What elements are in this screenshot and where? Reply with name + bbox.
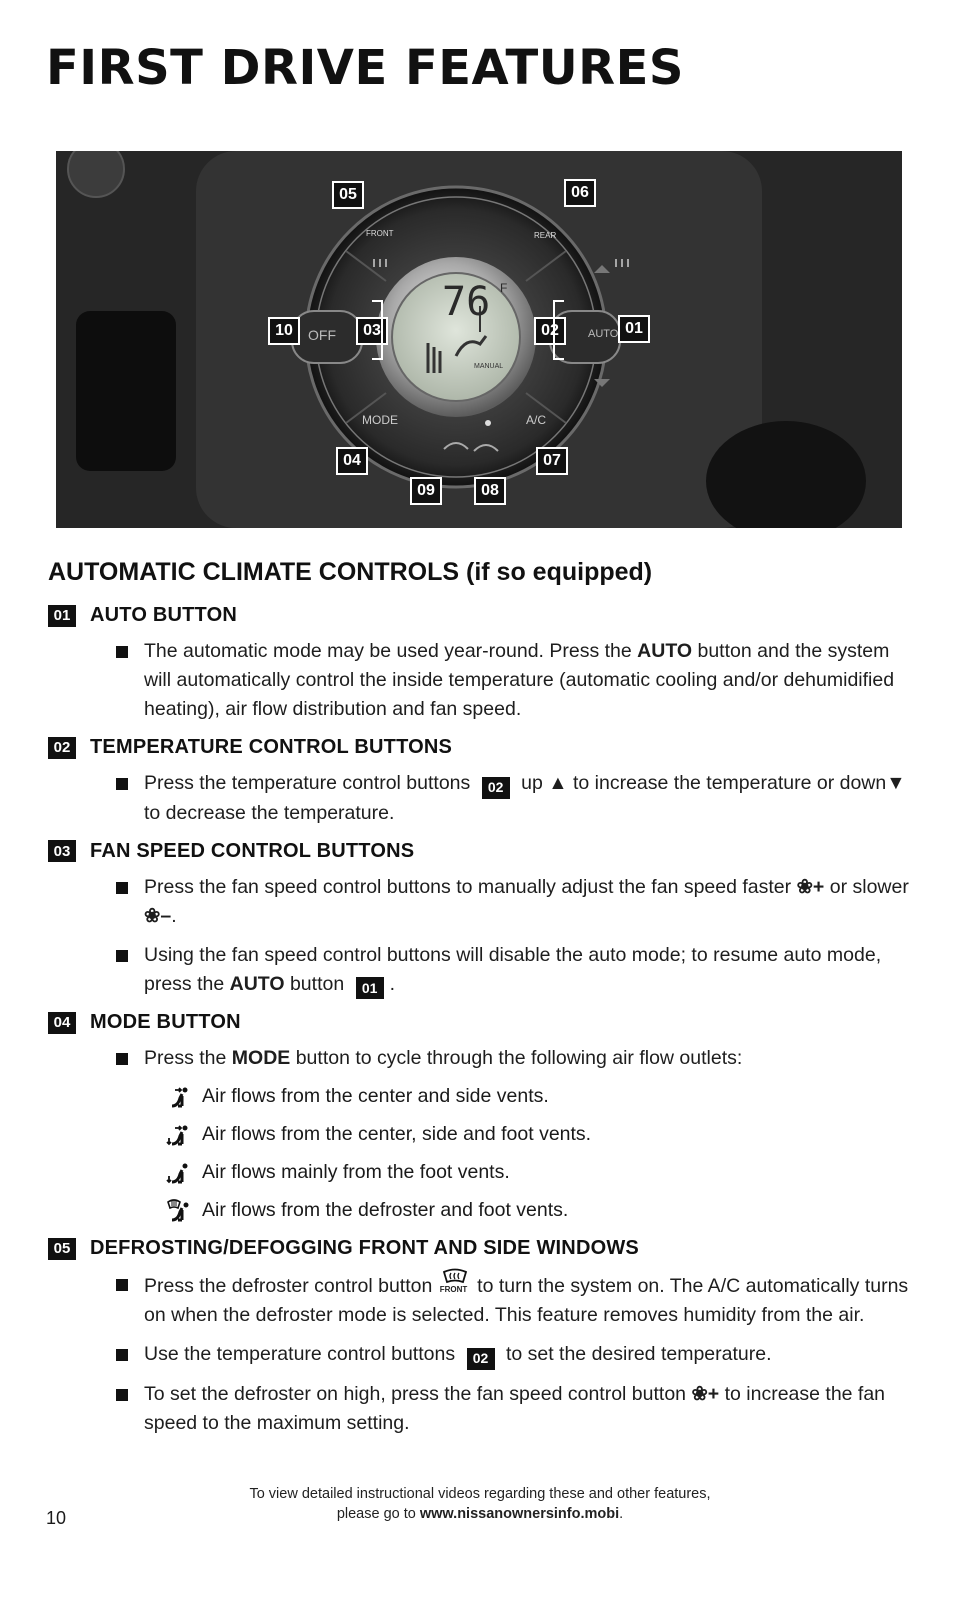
text: . [389, 972, 396, 995]
vent-mode-foot [166, 1158, 918, 1187]
text: Press the defroster control button [144, 1275, 433, 1297]
fan-slower-icon: ❀– [144, 904, 172, 927]
item-04-bullet-1 [116, 1044, 918, 1073]
text: Air flows mainly from the foot vents. [202, 1161, 510, 1183]
text: button [284, 972, 345, 995]
instructions [48, 598, 918, 1438]
text: to increase the fan speed to the maximum setting. [144, 1382, 886, 1434]
display-unit: F [500, 281, 508, 295]
item-02-heading [48, 736, 918, 759]
footer-link[interactable]: www.nissanownersinfo.mobi [419, 1506, 620, 1522]
callout-09: 09 [410, 477, 442, 505]
front-defrost-icon [438, 1270, 472, 1296]
vent-mode-defrost-foot [166, 1196, 918, 1225]
section-title: AUTOMATIC CLIMATE CONTROLS (if so equipped) [48, 558, 653, 586]
badge: 05 [48, 1238, 76, 1260]
callout-05: 05 [332, 181, 364, 209]
footer-note [180, 1484, 780, 1524]
item-05-bullet-2 [116, 1340, 918, 1370]
bold-text: MODE [231, 1047, 291, 1069]
callout-03: 03 [356, 317, 388, 345]
inline-badge: 02 [467, 1348, 495, 1370]
bold-text: AUTO [637, 640, 693, 662]
item-05-bullet-3 [116, 1380, 918, 1438]
callout-04: 04 [336, 447, 368, 475]
arrow-down-icon: ▼ [886, 772, 906, 794]
item-05-bullet-1 [116, 1270, 918, 1330]
item-05-heading [48, 1237, 918, 1260]
vent-mode-center [166, 1082, 918, 1111]
arrow-up-icon: ▲ [548, 772, 568, 794]
heading-text: FAN SPEED CONTROL BUTTONS [90, 839, 415, 862]
badge: 03 [48, 840, 76, 862]
callout-brackets [56, 151, 902, 528]
callout-08: 08 [474, 477, 506, 505]
vent-foot-icon [166, 1160, 192, 1186]
text: Air flows from the center and side vents. [202, 1085, 549, 1107]
heading-text: MODE BUTTON [90, 1011, 241, 1033]
page-number: 10 [46, 1508, 67, 1528]
vent-center-icon [166, 1084, 192, 1110]
item-03-bullet-1 [116, 873, 918, 931]
callout-01: 01 [618, 315, 650, 343]
footer-line-2 [180, 1504, 780, 1524]
text: Use the temperature control buttons [144, 1343, 456, 1365]
inline-badge: 01 [356, 977, 384, 999]
bold-text: AUTO [229, 972, 285, 995]
page-title: FIRST DRIVE FEATURES [46, 40, 684, 96]
display-temperature: 76 [442, 279, 491, 325]
text: to set the desired temperature. [505, 1343, 772, 1365]
text: please go to [336, 1506, 420, 1522]
badge: 01 [48, 605, 76, 627]
text: to increase the temperature or down [572, 772, 887, 794]
vent-bilevel-icon [166, 1122, 192, 1148]
vent-defrost-foot-icon [166, 1198, 192, 1224]
badge: 02 [48, 737, 76, 759]
text: button and the system will automatically control the inside temperature (automatic cooling and/or dehumidified heating), air flow distribution and fan speed. [144, 640, 895, 720]
badge: 04 [48, 1012, 76, 1034]
item-03-bullet-2 [116, 941, 918, 1000]
item-03-heading [48, 840, 918, 863]
text: to decrease the temperature. [144, 801, 395, 824]
item-04-heading [48, 1011, 918, 1034]
text: Air flows from the defroster and foot vents. [202, 1199, 569, 1221]
fan-faster-icon: ❀+ [691, 1382, 720, 1405]
text: Air flows from the center, side and foot vents. [202, 1123, 592, 1145]
text: . [171, 904, 177, 927]
text: Press the fan speed control buttons to manually adjust the fan speed faster [144, 875, 792, 898]
text: button to cycle through the following air flow outlets: [290, 1047, 743, 1069]
text: Using the fan speed control buttons will disable the auto mode; to resume auto mode, press the [144, 943, 882, 995]
footer-line-1: To view detailed instructional videos regarding these and other features, [249, 1486, 711, 1502]
text: Press the temperature control buttons [144, 772, 471, 794]
auto-label: AUTO [588, 328, 619, 340]
front-label-text: FRONT [439, 1285, 468, 1294]
callout-10: 10 [268, 317, 300, 345]
vent-mode-bilevel [166, 1120, 918, 1149]
item-02-bullet-1 [116, 769, 918, 828]
front-label: FRONT [366, 229, 394, 238]
item-01-heading [48, 604, 918, 627]
mode-label: MODE [362, 413, 398, 427]
text: Press the [144, 1047, 232, 1069]
callout-07: 07 [536, 447, 568, 475]
off-label: OFF [308, 327, 336, 343]
text: To set the defroster on high, press the fan speed control button [144, 1382, 687, 1405]
heading-text: DEFROSTING/DEFOGGING FRONT AND SIDE WINDOWS [90, 1237, 639, 1259]
heading-text: TEMPERATURE CONTROL BUTTONS [90, 736, 453, 758]
text: or slower [829, 875, 909, 898]
callout-02: 02 [534, 317, 566, 345]
callout-06: 06 [564, 179, 596, 207]
inline-badge: 02 [482, 777, 510, 799]
text: . [619, 1506, 624, 1522]
text: The automatic mode may be used year-round. Press the [144, 640, 638, 662]
text: up [521, 772, 543, 794]
display-mode: MANUAL [474, 363, 504, 370]
heading-text: AUTO BUTTON [90, 604, 238, 626]
item-01-bullet-1 [116, 637, 918, 724]
rear-label: REAR [534, 231, 557, 240]
ac-label: A/C [526, 413, 547, 427]
text: to turn the system on. The A/C automatically turns on when the defroster mode is selected. This feature removes humidity from the air. [144, 1275, 909, 1326]
climate-control-photo [56, 151, 902, 528]
fan-faster-icon: ❀+ [796, 875, 825, 898]
